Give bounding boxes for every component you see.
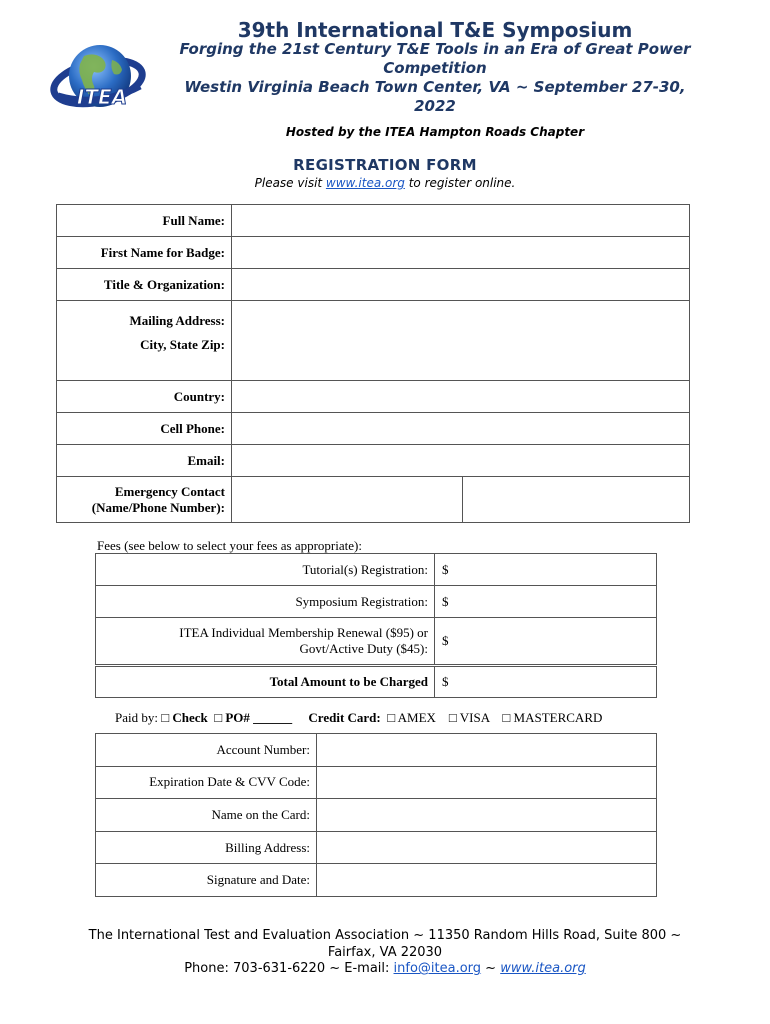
visa-checkbox[interactable]: □ [448,710,457,725]
total-amount-label: Total Amount to be Charged [96,666,435,698]
visa-label: VISA [456,710,490,725]
billing-address-label: Billing Address: [96,831,317,864]
symposium-location: Westin Virginia Beach Town Center, VA ~ September 27-30, 2022 [184,78,686,115]
footer-email-link[interactable]: info@itea.org [393,961,482,976]
country-field[interactable] [232,381,690,413]
title-org-label: Title & Organization: [57,269,232,301]
footer-separator: ~ [481,961,501,976]
footer-address-line2: Fairfax, VA 22030 [327,944,443,960]
svg-text:ITEA: ITEA [76,85,128,109]
check-checkbox[interactable]: □ [161,710,170,725]
account-number-label: Account Number: [96,734,317,767]
cell-phone-field[interactable] [232,413,690,445]
amex-checkbox[interactable]: □ [387,710,396,725]
symposium-subtitle: Forging the 21st Century T&E Tools in an Era of Great Power Competition [179,40,691,77]
payment-method-line [115,710,602,726]
membership-label-line2: Govt/Active Duty ($45): [299,641,428,656]
membership-label-line1: ITEA Individual Membership Renewal ($95) or [179,625,428,640]
mailing-label-text: Mailing Address: [129,313,225,328]
po-checkbox[interactable]: □ [214,710,223,725]
billing-address-field[interactable] [317,831,657,864]
footer-website-link[interactable]: www.itea.org [500,961,586,976]
check-label: Check [169,710,208,725]
full-name-label: Full Name: [57,205,232,237]
symposium-title: 39th International T&E Symposium [237,18,633,42]
card-details-table [95,733,657,897]
po-label: PO# ______ [222,710,293,725]
footer-phone: Phone: 703-631-6220 ~ E-mail: [184,961,394,976]
mastercard-label: MASTERCARD [510,710,603,725]
membership-fee-field[interactable]: $ [435,618,657,666]
itea-logo [50,38,146,122]
emergency-contact-phone-field[interactable] [463,477,690,523]
signature-date-field[interactable] [317,864,657,897]
register-online-note [185,176,585,190]
mastercard-checkbox[interactable]: □ [502,710,511,725]
hosted-by: Hosted by the ITEA Hampton Roads Chapter [285,125,585,139]
city-state-zip-label: City, State Zip: [140,337,225,352]
name-on-card-field[interactable] [317,799,657,832]
badge-name-label: First Name for Badge: [57,237,232,269]
cell-phone-label: Cell Phone: [57,413,232,445]
emergency-label-line1: Emergency Contact [114,483,225,499]
expiration-cvv-field[interactable] [317,766,657,799]
mailing-address-label [57,301,232,381]
visit-suffix: to register online. [404,176,516,190]
tutorial-fee-label: Tutorial(s) Registration: [96,554,435,586]
paid-by-label: Paid by: [115,710,162,725]
badge-name-field[interactable] [232,237,690,269]
title-org-field[interactable] [232,269,690,301]
total-amount-field[interactable]: $ [435,666,657,698]
full-name-field[interactable] [232,205,690,237]
itea-website-link[interactable]: www.itea.org [325,176,405,190]
footer-address-line1: The International Test and Evaluation Association ~ 11350 Random Hills Road, Suite 800 ~ [88,928,682,943]
personal-info-table [56,204,690,523]
credit-card-label: Credit Card: [308,710,381,725]
emergency-contact-label [57,477,232,523]
visit-prefix: Please visit [254,176,326,190]
name-on-card-label: Name on the Card: [96,799,317,832]
form-title: REGISTRATION FORM [293,156,477,174]
membership-fee-label [96,618,435,666]
account-number-field[interactable] [317,734,657,767]
symposium-fee-field[interactable]: $ [435,586,657,618]
mailing-address-field[interactable] [232,301,690,381]
fees-intro: Fees (see below to select your fees as appropriate): [97,538,362,553]
amex-label: AMEX [395,710,436,725]
emergency-contact-name-field[interactable] [232,477,463,523]
fees-table [95,553,657,698]
symposium-fee-label: Symposium Registration: [96,586,435,618]
country-label: Country: [57,381,232,413]
email-field[interactable] [232,445,690,477]
emergency-label-line2: (Name/Phone Number): [91,499,225,515]
footer-contact-line [40,961,730,978]
email-label: Email: [57,445,232,477]
tutorial-fee-field[interactable]: $ [435,554,657,586]
footer [40,928,730,978]
signature-date-label: Signature and Date: [96,864,317,897]
expiration-cvv-label: Expiration Date & CVV Code: [96,766,317,799]
